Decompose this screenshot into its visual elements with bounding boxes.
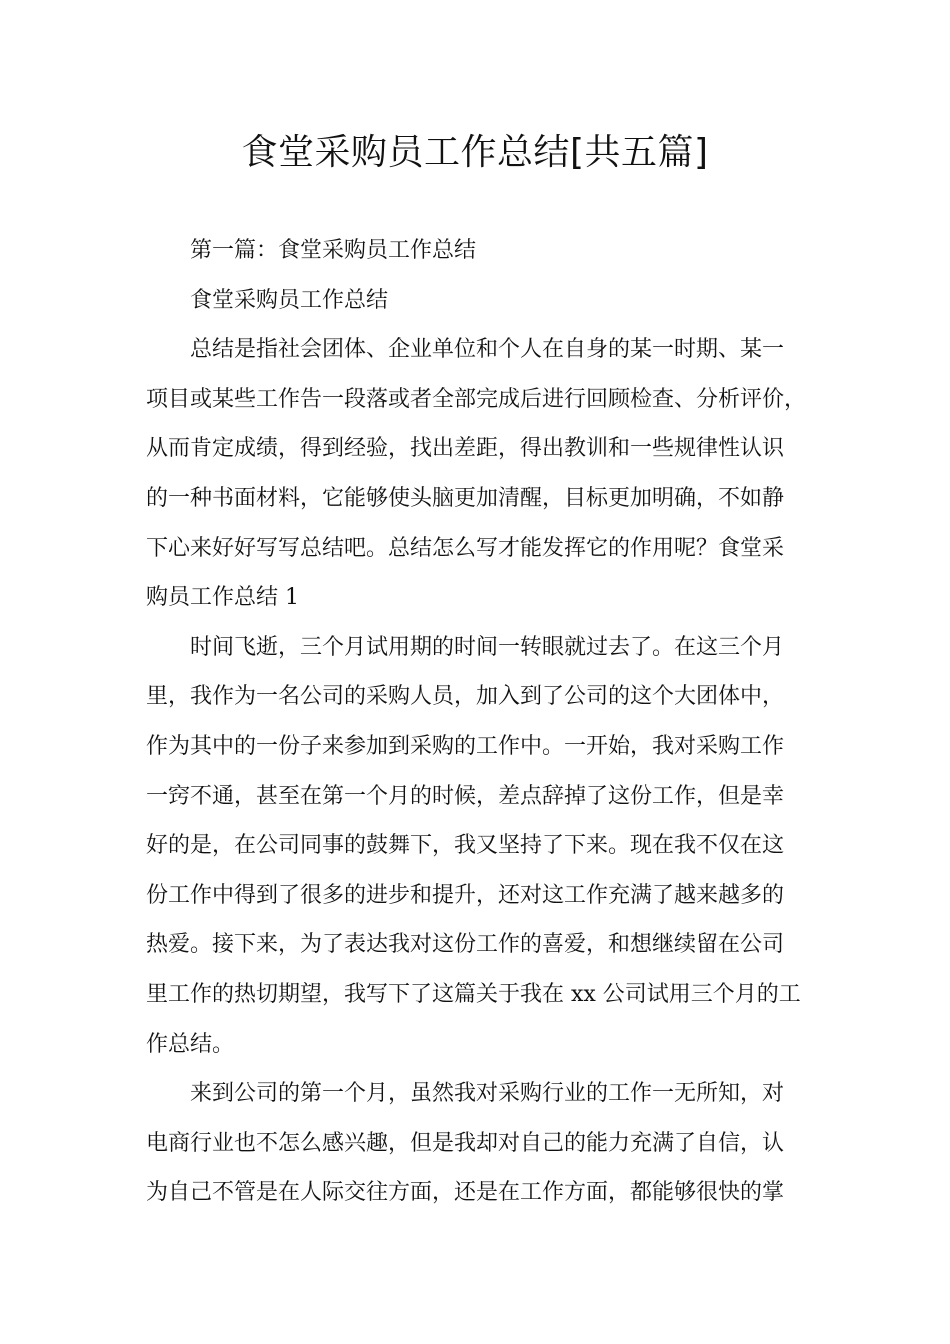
paragraph-line: 份工作中得到了很多的进步和提升，还对这工作充满了越来越多的 bbox=[146, 882, 785, 908]
subsection-heading: 食堂采购员工作总结 bbox=[190, 287, 389, 313]
section-heading: 第一篇：食堂采购员工作总结 bbox=[190, 238, 477, 263]
paragraph-line: 项目或某些工作告一段落或者全部完成后进行回顾检查、分析评价， bbox=[146, 386, 807, 412]
paragraph-line: 从而肯定成绩，得到经验，找出差距，得出教训和一些规律性认识 bbox=[146, 436, 785, 462]
paragraph-line: 里工作的热切期望，我写下了这篇关于我在 xx 公司试用三个月的工 bbox=[146, 981, 801, 1007]
paragraph-line: 总结是指社会团体、企业单位和个人在自身的某一时期、某一 bbox=[190, 337, 785, 363]
document-body bbox=[146, 226, 810, 1218]
paragraph-line: 购员工作总结 1 bbox=[146, 585, 299, 611]
paragraph-line: 热爱。接下来，为了表达我对这份工作的喜爱，和想继续留在公司 bbox=[146, 932, 785, 958]
paragraph-line: 好的是，在公司同事的鼓舞下，我又坚持了下来。现在我不仅在这 bbox=[146, 833, 785, 859]
paragraph-line: 作为其中的一份子来参加到采购的工作中。一开始，我对采购工作 bbox=[146, 733, 785, 759]
paragraph-line: 下心来好好写写总结吧。总结怎么写才能发挥它的作用呢？食堂采 bbox=[146, 535, 785, 561]
paragraph-line: 作总结。 bbox=[146, 1031, 235, 1057]
paragraph-line: 一窍不通，甚至在第一个月的时候，差点辞掉了这份工作，但是幸 bbox=[146, 783, 785, 809]
paragraph-line: 电商行业也不怎么感兴趣，但是我却对自己的能力充满了自信，认 bbox=[146, 1130, 785, 1156]
paragraph-line: 时间飞逝，三个月试用期的时间一转眼就过去了。在这三个月 bbox=[190, 634, 785, 660]
paragraph-line: 的一种书面材料，它能够使头脑更加清醒，目标更加明确，不如静 bbox=[146, 485, 785, 511]
paragraph-line: 为自己不管是在人际交往方面，还是在工作方面，都能够很快的掌 bbox=[146, 1180, 785, 1206]
paragraph-line: 里，我作为一名公司的采购人员，加入到了公司的这个大团体中， bbox=[146, 684, 785, 710]
paragraph-line: 来到公司的第一个月，虽然我对采购行业的工作一无所知，对 bbox=[190, 1081, 785, 1107]
document-title: 食堂采购员工作总结[共五篇] bbox=[241, 132, 709, 173]
